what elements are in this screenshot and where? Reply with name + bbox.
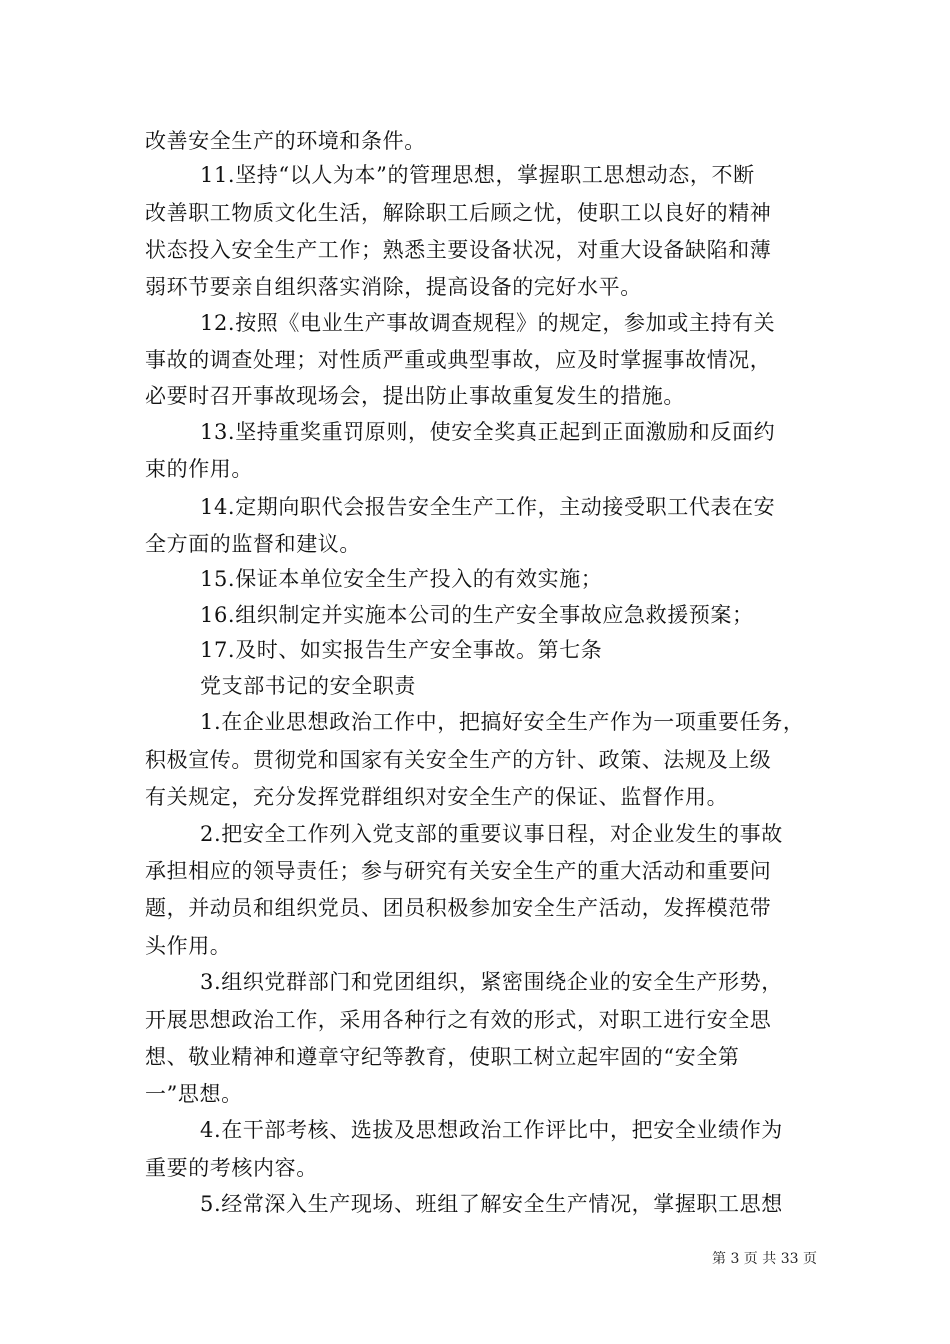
body-line: 17.及时、如实报告生产安全事故。第七条 xyxy=(200,638,603,662)
body-line: 一”思想。 xyxy=(145,1082,243,1106)
body-line: 积极宣传。贯彻党和国家有关安全生产的方针、政策、法规及上级 xyxy=(145,748,772,772)
body-line: 题，并动员和组织党员、团员积极参加安全生产活动，发挥模范带 xyxy=(145,896,772,920)
body-line: 重要的考核内容。 xyxy=(145,1156,318,1180)
body-line: 改善职工物质文化生活，解除职工后顾之忧，使职工以良好的精神 xyxy=(145,201,772,225)
body-line: 必要时召开事故现场会，提出防止事故重复发生的措施。 xyxy=(145,384,685,408)
body-line: 想、敬业精神和遵章守纪等教育，使职工树立起牢固的“安全第 xyxy=(145,1045,740,1069)
body-line: 14.定期向职代会报告安全生产工作，主动接受职工代表在安 xyxy=(200,495,776,519)
body-line: 承担相应的领导责任；参与研究有关安全生产的重大活动和重要问 xyxy=(145,859,772,883)
body-line: 1.在企业思想政治工作中，把搞好安全生产作为一项重要任务， xyxy=(200,710,805,734)
body-line: 束的作用。 xyxy=(145,457,253,481)
body-line: 13.坚持重奖重罚原则，使安全奖真正起到正面激励和反面约 xyxy=(200,420,776,444)
body-line: 3.组织党群部门和党团组织，紧密围绕企业的安全生产形势， xyxy=(200,970,783,994)
body-line: 16.组织制定并实施本公司的生产安全事故应急救援预案； xyxy=(200,603,754,627)
body-line: 事故的调查处理；对性质严重或典型事故，应及时掌握事故情况， xyxy=(145,348,772,372)
body-line: 状态投入安全生产工作；熟悉主要设备状况，对重大设备缺陷和薄 xyxy=(145,238,772,262)
body-line: 头作用。 xyxy=(145,934,232,958)
body-line: 改善安全生产的环境和条件。 xyxy=(145,129,426,153)
body-line: 全方面的监督和建议。 xyxy=(145,532,361,556)
page-number-footer: 第 3 页 共 33 页 xyxy=(712,1251,817,1267)
body-line: 4.在干部考核、选拔及思想政治工作评比中，把安全业绩作为 xyxy=(200,1118,783,1142)
body-line: 5.经常深入生产现场、班组了解安全生产情况，掌握职工思想 xyxy=(200,1192,783,1216)
body-line: 15.保证本单位安全生产投入的有效实施； xyxy=(200,567,603,591)
body-line: 2.把安全工作列入党支部的重要议事日程，对企业发生的事故 xyxy=(200,822,783,846)
body-line: 有关规定，充分发挥党群组织对安全生产的保证、监督作用。 xyxy=(145,785,729,809)
section-heading: 党支部书记的安全职责 xyxy=(200,674,416,698)
body-line: 弱环节要亲自组织落实消除，提高设备的完好水平。 xyxy=(145,275,642,299)
body-line: 12.按照《电业生产事故调查规程》的规定，参加或主持有关 xyxy=(200,311,776,335)
body-line: 11.坚持“以人为本”的管理思想，掌握职工思想动态，不断 xyxy=(200,163,755,187)
body-line: 开展思想政治工作，采用各种行之有效的形式，对职工进行安全思 xyxy=(145,1008,772,1032)
